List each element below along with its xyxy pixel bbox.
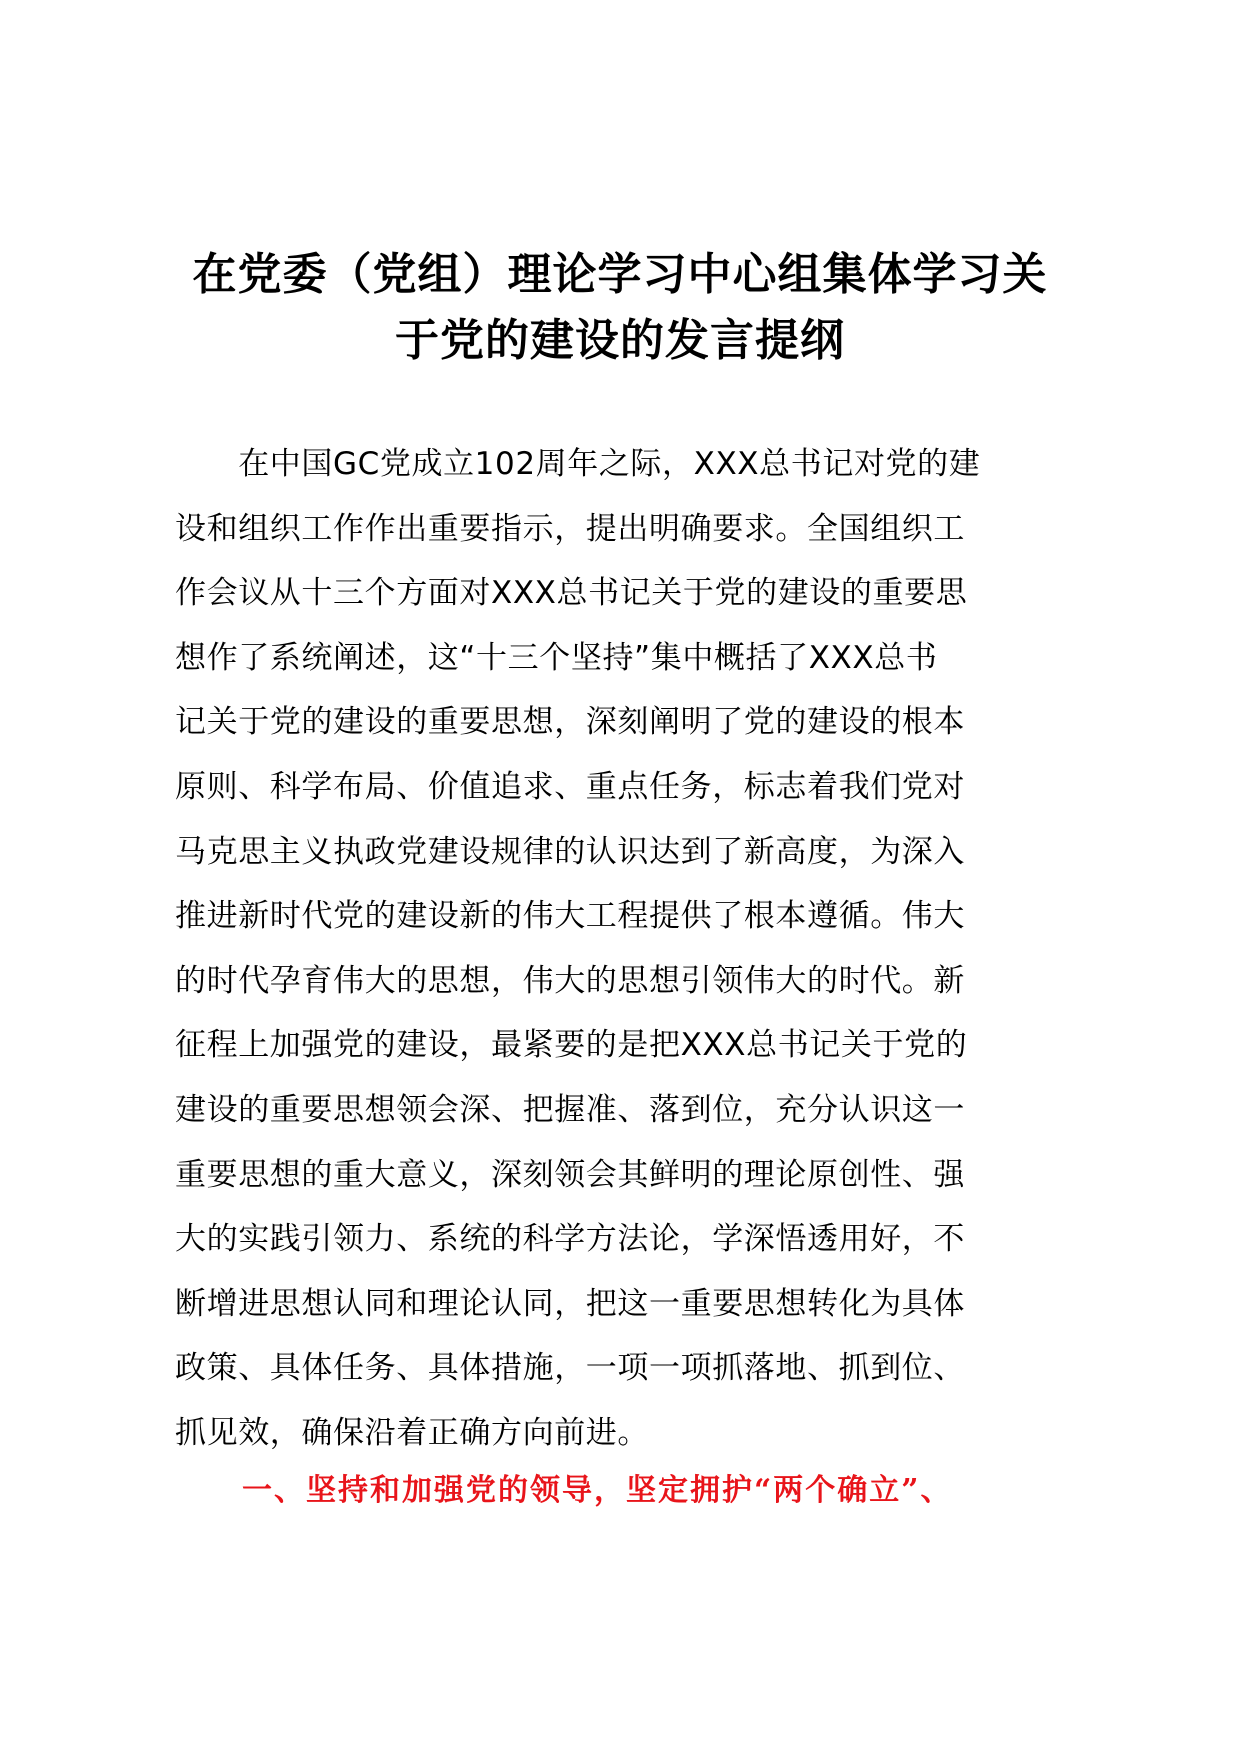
body-line: 断增进思想认同和理论认同，把这一重要思想转化为具体 — [175, 1285, 965, 1322]
body-line: 想作了系统阐述，这“十三个坚持”集中概括了XXX总书 — [175, 639, 938, 676]
body-line: 大的实践引领力、系统的科学方法论，学深悟透用好，不 — [175, 1221, 965, 1258]
body-line: 的时代孕育伟大的思想，伟大的思想引领伟大的时代。新 — [175, 962, 965, 999]
body-line: 设和组织工作作出重要指示，提出明确要求。全国组织工 — [175, 510, 965, 547]
body-line: 原则、科学布局、价值追求、重点任务，标志着我们党对 — [175, 768, 965, 805]
title-line-2: 于党的建设的发言提纲 — [395, 315, 845, 366]
body-line: 抓见效，确保沿着正确方向前进。 — [175, 1414, 649, 1451]
document-title — [150, 242, 1090, 374]
section-heading: 一、坚持和加强党的领导，坚定拥护“两个确立”、 — [242, 1473, 953, 1508]
body-line: 建设的重要思想领会深、把握准、落到位，充分认识这一 — [175, 1091, 965, 1128]
body-line: 马克思主义执政党建设规律的认识达到了新高度，为深入 — [175, 833, 965, 870]
body-line: 记关于党的建设的重要思想，深刻阐明了党的建设的根本 — [175, 704, 965, 741]
body-line: 在中国GC党成立102周年之际，XXX总书记对党的建 — [175, 446, 981, 482]
body-line: 推进新时代党的建设新的伟大工程提供了根本遵循。伟大 — [175, 898, 965, 935]
title-line-1: 在党委（党组）理论学习中心组集体学习关 — [192, 249, 1048, 300]
body-line: 重要思想的重大意义，深刻领会其鲜明的理论原创性、强 — [175, 1156, 965, 1193]
body-line: 征程上加强党的建设，最紧要的是把XXX总书记关于党的 — [175, 1027, 968, 1064]
body-line: 作会议从十三个方面对XXX总书记关于党的建设的重要思 — [175, 575, 968, 612]
body-paragraph — [175, 432, 1085, 1466]
body-line: 政策、具体任务、具体措施，一项一项抓落地、抓到位、 — [175, 1350, 965, 1387]
